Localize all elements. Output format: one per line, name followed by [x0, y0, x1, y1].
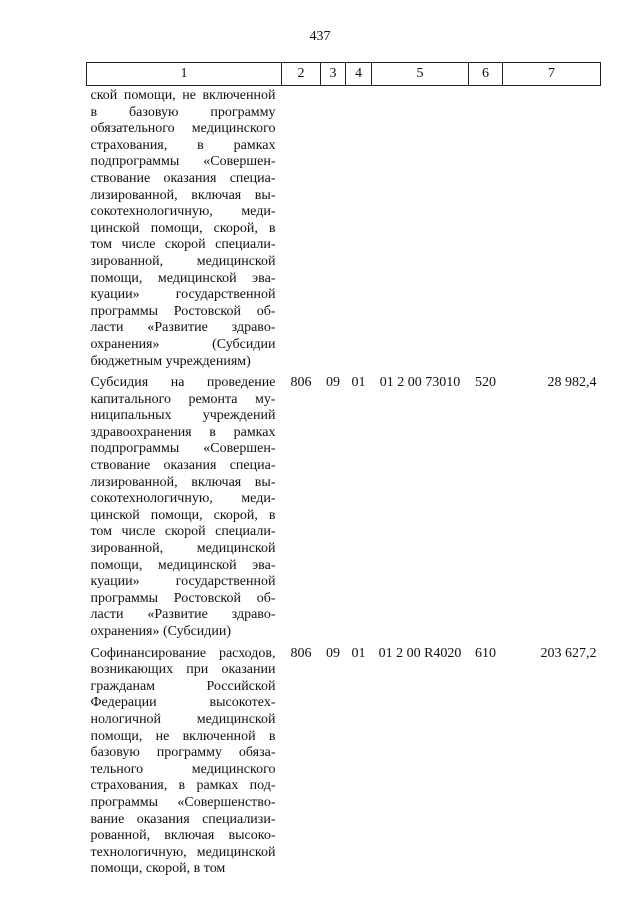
cell-ministry-code	[282, 86, 321, 371]
row-description: Софинансирование расходов, возникающих при оказании гражданам Российской Федерации высокотехнологичной медицинской помощи, не включенной в базовую программу обязательного медицинского страхования, в рамках подпрограммы «Совершенствование оказания специализированной, включая высокотехнологичную, медицинской помощи, скорой, в том	[90, 645, 276, 877]
column-header: 4	[346, 63, 372, 86]
cell-section-code: 09	[326, 375, 340, 391]
column-header: 1	[87, 63, 282, 86]
cell-expense-type: 610	[475, 645, 496, 661]
cell-section-code	[321, 86, 346, 371]
cell-subsection-code: 01	[351, 645, 366, 661]
cell-target-article	[372, 86, 469, 371]
column-header: 3	[321, 63, 346, 86]
page-number: 437	[309, 29, 331, 44]
cell-amount: 203 627,2	[540, 645, 597, 661]
cell-section-code: 09	[326, 645, 340, 661]
row-description: ской помощи, не включенной в базовую программу обязательного медицинского страхования, в рамках подпрограммы «Совершенствование оказания специализированной, включая высокотехнологичную, медицинской помощи, скорой, в том числе скорой специализированной, медицинской помощи, медицинской эвакуации» государственной программы Ростовской области «Развитие здравоохранения» (Субсидии бюджетным учреждениям)	[90, 88, 276, 369]
cell-amount: 28 982,4	[547, 375, 597, 391]
cell-ministry-code: 806	[290, 645, 312, 661]
cell-expense-type	[469, 86, 503, 371]
column-header: 2	[282, 63, 321, 86]
column-header-row	[87, 63, 601, 86]
cell-amount	[503, 86, 601, 371]
cell-target-article: 01 2 00 73010	[379, 375, 461, 391]
cell-expense-type: 520	[475, 375, 496, 391]
table-row	[87, 86, 601, 371]
column-header: 6	[469, 63, 503, 86]
cell-ministry-code: 806	[290, 375, 312, 391]
table-row	[87, 370, 601, 641]
cell-subsection-code	[346, 86, 372, 371]
column-header: 5	[372, 63, 469, 86]
cell-subsection-code: 01	[351, 375, 366, 391]
column-header: 7	[503, 63, 601, 86]
row-description: Субсидия на проведение капитального ремонта муниципальных учреждений здравоохранения в рамках подпрограммы «Совершенствование оказания специализированной, включая высокотехнологичную, медицинской помощи, скорой, в том числе скорой специализированной, медицинской помощи, медицинской эвакуации» государственной программы Ростовской области «Развитие здравоохранения» (Субсидии)	[90, 375, 276, 639]
budget-table	[86, 62, 601, 878]
cell-target-article: 01 2 00 R4020	[378, 645, 462, 661]
table-row	[87, 641, 601, 878]
